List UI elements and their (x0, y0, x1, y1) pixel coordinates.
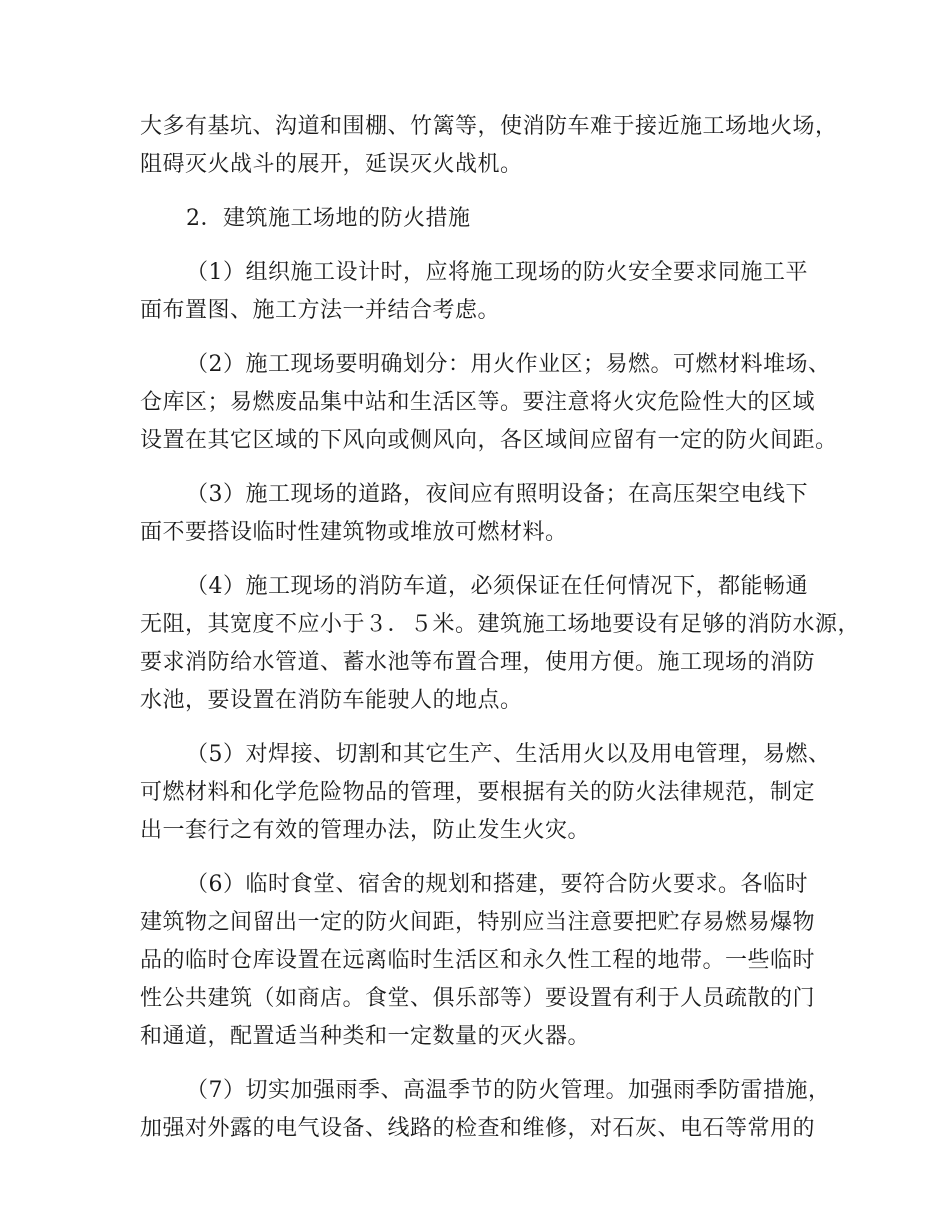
body-text-line: 要求消防给水管道、蓄水池等布置合理，使用方便。施工现场的消防 (140, 650, 816, 675)
body-text-line: 性公共建筑（如商店。食堂、俱乐部等）要设置有利于人员疏散的门 (140, 986, 816, 1011)
body-text-line: 仓库区；易燃废品集中站和生活区等。要注意将火灾危险性大的区域 (140, 390, 816, 415)
body-text-line: （1）组织施工设计时，应将施工现场的防火安全要求同施工平 (186, 260, 808, 285)
body-text-line: （3）施工现场的道路，夜间应有照明设备；在高压架空电线下 (186, 482, 808, 507)
body-text-line: （2）施工现场要明确划分：用火作业区；易燃。可燃材料堆场、 (186, 352, 831, 377)
body-text-line: 设置在其它区域的下风向或侧风向，各区域间应留有一定的防火间距。 (140, 428, 838, 453)
body-text-line: （5）对焊接、切割和其它生产、生活用火以及用电管理，易燃、 (186, 742, 831, 767)
body-text-line: （7）切实加强雨季、高温季节的防火管理。加强雨季防雷措施， (186, 1078, 831, 1103)
body-text-line: 阻碍灭火战斗的展开，延误灭火战机。 (140, 152, 523, 177)
body-text-line: 和通道，配置适当种类和一定数量的灭火器。 (140, 1024, 591, 1049)
body-text-line: 出一套行之有效的管理办法，防止发生火灾。 (140, 818, 591, 843)
body-text-line: 可燃材料和化学危险物品的管理，要根据有关的防火法律规范，制定 (140, 780, 816, 805)
section-heading: 2．建筑施工场地的防火措施 (186, 206, 471, 231)
body-text-line: （6）临时食堂、宿舍的规划和搭建，要符合防火要求。各临时 (186, 872, 808, 897)
body-text-line: 品的临时仓库设置在远离临时生活区和永久性工程的地带。一些临时 (140, 948, 816, 973)
body-text-line: 建筑物之间留出一定的防火间距，特别应当注意要把贮存易燃易爆物 (140, 910, 816, 935)
body-text-line: 水池，要设置在消防车能驶人的地点。 (140, 688, 523, 713)
body-text-line: 大多有基坑、沟道和围棚、竹篱等，使消防车难于接近施工场地火场， (140, 114, 838, 139)
body-text-line: 无阻，其宽度不应小于３．５米。建筑施工场地要设有足够的消防水源， (140, 612, 861, 637)
body-text-line: （4）施工现场的消防车道，必须保证在任何情况下，都能畅通 (186, 574, 808, 599)
body-text-line: 面布置图、施工方法一并结合考虑。 (140, 298, 501, 323)
body-text-line: 加强对外露的电气设备、线路的检查和维修，对石灰、电石等常用的 (140, 1116, 816, 1141)
body-text-line: 面不要搭设临时性建筑物或堆放可燃材料。 (140, 520, 568, 545)
